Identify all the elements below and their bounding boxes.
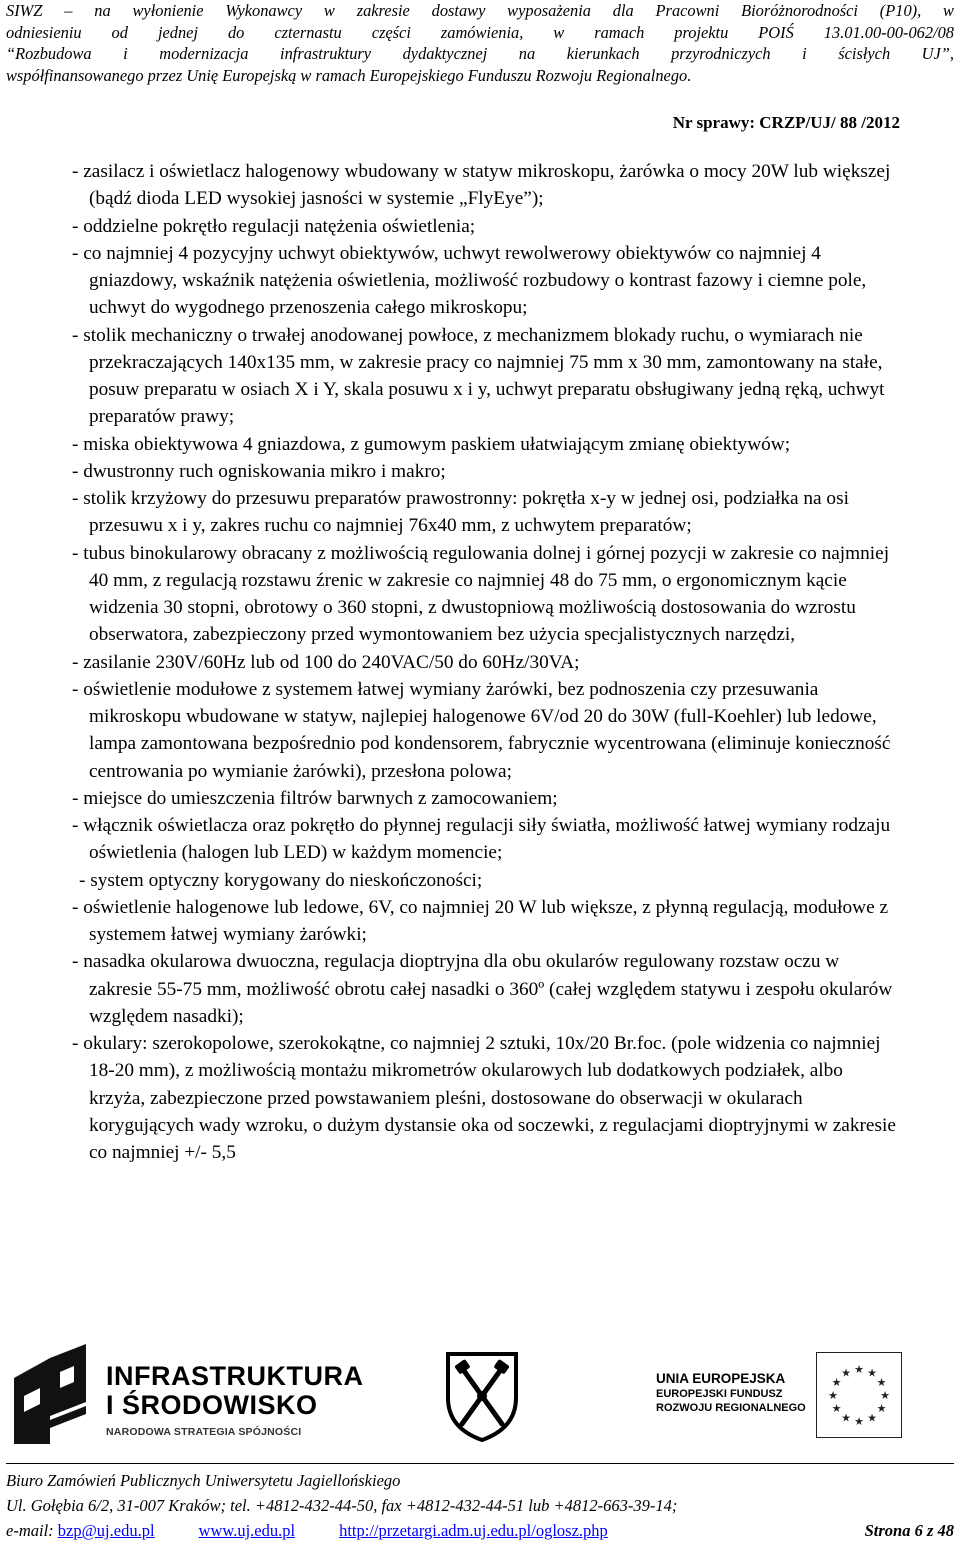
page-number: Strona 6 z 48 [864,1521,954,1540]
eu-star-icon: ★ [867,1366,877,1380]
spec-item: - miejsce do umieszczenia filtrów barwnych z zamocowaniem; [72,787,558,809]
header-line-3: “Rozbudowa i modernizacja infrastruktury dydaktycznej na kierunkach przyrodniczych i ścisłych UJ”, [6,44,954,63]
header-line-4: współfinansowanego przez Unię Europejską w ramach Europejskiego Funduszu Rozwoju Regionalnego. [6,65,692,85]
spec-item: - zasilanie 230V/60Hz lub od 100 do 240VAC/50 do 60Hz/30VA; [72,651,580,673]
eu-star-icon: ★ [876,1376,887,1389]
infrastruktura-logo-text [106,1362,363,1438]
eu-star-icon: ★ [854,1415,864,1428]
spec-item: - stolik mechaniczny o trwałej anodowanej powłoce, z mechanizmem blokady ruchu, o wymiarach nie przekraczających 140x135 mm, w zakresie pracy co najmniej 75 mm x 30 mm, zamontowany na stałe, posuw preparatu w osiach X i Y, skala posuwu x i y, uchwyt preparatu obsługiwany jedną ręką, uchwyt preparatów prawy; [72,324,885,428]
eu-fund-line-2: ROZWOJU REGIONALNEGO [656,1402,806,1414]
email-label: e-mail: [6,1521,54,1540]
uj-crest-icon [442,1346,522,1442]
spec-item: - dwustronny ruch ogniskowania mikro i makro; [72,460,446,482]
eu-star-icon: ★ [828,1389,838,1402]
eu-star-icon: ★ [841,1411,851,1425]
document-footer [6,1468,956,1543]
eu-star-icon: ★ [854,1363,864,1376]
spec-item: - oddzielne pokrętło regulacji natężenia oświetlenia; [72,215,476,237]
spec-item: - oświetlenie modułowe z systemem łatwej wymiany żarówki, bez podnoszenia czy przesuwania mikroskopu wbudowane w statyw, najlepiej halogenowe 6V/od 20 do 30W (full-Koehler) lub ledowe, lampa zamontowana bezpośrednio pod kondensorem, fabrycznie wycentrowana (eliminuje konieczność centrowania po wymianie żarówki), przesłona polowa; [72,678,891,782]
spec-item: - system optyczny korygowany do nieskończoności; [79,869,483,891]
spec-item: - co najmniej 4 pozycyjny uchwyt obiektywów, uchwyt rewolwerowy obiektywów co najmniej 4 gniazdowy, wskaźnik natężenia oświetlenia, możliwość rozbudowy o kontrast fazowy i ciemne pole, uchwyt do wygodnego przenoszenia całego mikroskopu; [72,242,867,319]
spec-item: - oświetlenie halogenowe lub ledowe, 6V, co najmniej 20 W lub większe, z płynną regulacją, modułowe z systemem łatwej wymiany żarówki; [72,896,889,945]
document-header [6,0,954,86]
website-link[interactable]: www.uj.edu.pl [198,1521,296,1540]
header-line-2: odniesieniu od jednej do czternastu części zamówienia, w ramach projektu POIŚ 13.01.00-00-062/08 [6,22,954,42]
logo-tagline: NARODOWA STRATEGIA SPÓJNOŚCI [106,1426,302,1438]
footer-office: Biuro Zamówień Publicznych Uniwersytetu Jagiellońskiego [6,1471,401,1490]
eu-title: UNIA EUROPEJSKA [656,1371,786,1386]
footer-divider [6,1463,954,1464]
case-number: Nr sprawy: CRZP/UJ/ 88 /2012 [672,113,900,132]
eu-logo-text [656,1370,806,1415]
spec-item: - miska obiektywowa 4 gniazdowa, z gumowym paskiem ułatwiającym zmianę obiektywów; [72,433,791,455]
footer-links [6,1518,956,1543]
eu-fund-line-1: EUROPEJSKI FUNDUSZ [656,1388,783,1400]
spec-item: - włącznik oświetlacza oraz pokrętło do płynnej regulacji siły światła, możliwość łatwej wymiany rodzaju oświetlenia (halogen lub LED) w każdym momencie; [72,815,891,864]
spec-item: - zasilacz i oświetlacz halogenowy wbudowany w statyw mikroskopu, żarówka o mocy 20W lub większej (bądź dioda LED wysokiej jasności w systemie „FlyEye”); [72,161,891,210]
eu-star-icon: ★ [831,1402,842,1415]
spec-item: - stolik krzyżowy do przesuwu preparatów prawostronny: pokrętła x-y w jednej osi, podziałka na osi przesuwu x i y, zakres ruchu co najmniej 76x40 mm, z uchwytem preparatów; [72,488,849,537]
spec-item: - tubus binokularowy obracany z możliwością regulowania dolnej i górnej pozycji w zakresie co najmniej 40 mm, z regulacją rozstawu źrenic w zakresie co najmniej 48 do 75 mm, o ergonomicznym kącie widzenia 30 stopni, obrotowy o 360 stopni, z dwustopniową możliwością dostosowania do wzrostu obserwatora, zabezpieczony przed wymontowaniem bez użycia specjalistycznych narzędzi, [72,542,890,646]
eu-star-icon: ★ [841,1366,851,1380]
specification-list [72,158,902,1166]
email-link[interactable]: bzp@uj.edu.pl [57,1521,155,1540]
footer-address: Ul. Gołębia 6/2, 31-007 Kraków; tel. +4812-432-44-50, fax +4812-432-44-51 lub +4812-663-39-14; [6,1496,678,1515]
spec-item: - okulary: szerokopolowe, szerokokątne, co najmniej 2 sztuki, 10x/20 Br.foc. (pole widzenia co najmniej 18-20 mm), z możliwością montażu mikrometrów okularowych lub dodatkowych podziałek, albo krzyża, zabezpieczone przed powstawaniem pleśni, dostosowane do obserwacji w okularach korygujących wady wzroku, o dużym dystansie oka od soczewki, z regulacjami dioptryjnymi w zakresie co najmniej +/- 5,5 [72,1033,896,1163]
eu-star-icon: ★ [831,1376,842,1389]
logo-title-line-2: I ŚRODOWISKO [106,1390,318,1420]
eu-flag-icon [816,1352,902,1438]
infrastruktura-flag-icon [10,1344,90,1444]
header-line-1: SIWZ – na wyłonienie Wykonawcy w zakresie dostawy wyposażenia dla Pracowni Bioróżnorodności (P10), w [6,1,954,20]
eu-star-icon: ★ [880,1389,890,1402]
spec-item: - nasadka okularowa dwuoczna, regulacja dioptryjna dla obu okularów regulowany rozstaw oczu w zakresie 55-75 mm, możliwość obrotu całej nasadki o 360º (całej względem statywu i zespołu okularów względem nasadki); [72,951,893,1027]
eu-star-icon: ★ [876,1402,887,1415]
logo-bar [0,1338,960,1450]
tender-link[interactable]: http://przetargi.adm.uj.edu.pl/oglosz.php [339,1521,608,1540]
eu-star-icon: ★ [867,1411,877,1425]
logo-title-line-1: INFRASTRUKTURA [106,1361,364,1391]
